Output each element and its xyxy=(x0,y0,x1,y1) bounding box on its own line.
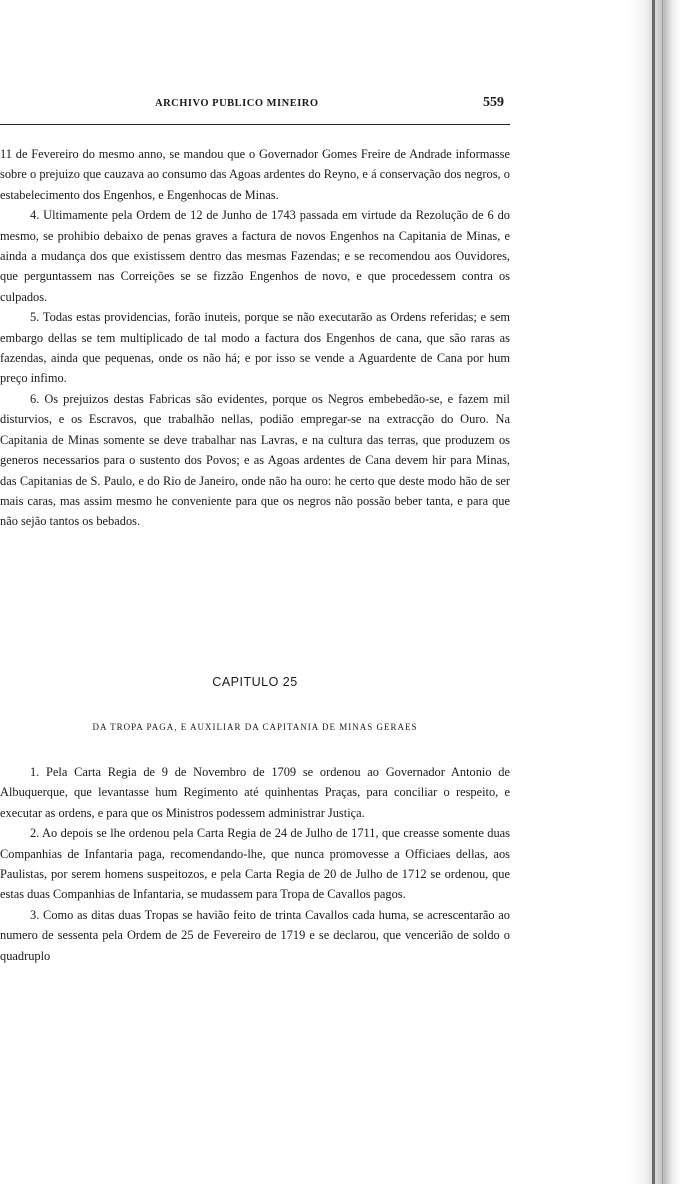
page-number: 559 xyxy=(483,95,504,110)
text-block-2 xyxy=(0,762,510,966)
paragraph: 11 de Fevereiro do mesmo anno, se mandou que o Governador Gomes Freire de Andrade informasse sobre o prejuizo que cauzava ao consumo das Agoas ardentes do Reyno, e á conservação dos negros, o estabelecimento dos Engenhos, e Engenhocas de Minas. xyxy=(0,147,510,202)
paragraph: 4. Ultimamente pela Ordem de 12 de Junho de 1743 passada em virtude da Rezolução de 6 do mesmo, se prohibio debaixo de penas graves a factura de novos Engenhos na Capitania de Minas, e ainda a mudança dos que existissem dentro das mesmas Fazendas; e se recomendou aos Ouvidores, que perguntassem nas Correições se se fizzão Engenhos de novo, e que procedessem contra os culpados. xyxy=(0,208,510,304)
chapter-subtitle: DA TROPA PAGA, E AUXILIAR DA CAPITANIA DE MINAS GERAES xyxy=(92,722,418,732)
text-block-1 xyxy=(0,144,510,532)
paragraph: 1. Pela Carta Regia de 9 de Novembro de 1709 se ordenou ao Governador Antonio de Albuquerque, que levantasse hum Regimento até quinhentas Praças, para conciliar o respeito, e executar as ordens, e para que os Ministros podessem administrar Justiça. xyxy=(0,765,510,820)
running-title: ARCHIVO PUBLICO MINEIRO xyxy=(155,98,319,109)
paragraph: 6. Os prejuizos destas Fabricas são evidentes, porque os Negros embebedão-se, e fazem mil disturvios, e os Escravos, que trabalhão nellas, podião empregar-se na extracção do Ouro. Na Capitania de Minas somente se deve trabalhar nas Lavras, e na cultura das terras, que produzem os generos necessarios para o sustento dos Povos; e as Agoas ardentes de Cana devem hir para Minas, das Capitanias de S. Paulo, e do Rio de Janeiro, onde não ha ouro: he certo que deste modo hão de ser mais caras, mas assim mesmo he conveniente para que os negros não possão beber tanta, e para que não sejão tantos os bebados. xyxy=(0,391,510,529)
chapter-title: CAPITULO 25 xyxy=(212,675,298,689)
paragraph: 2. Ao depois se lhe ordenou pela Carta Regia de 24 de Julho de 1711, que creasse somente duas Companhias de Infantaria paga, recomendando-lhe, que nunca promovesse a Officiaes dellas, aos Paulistas, por serem homens suspeitozos, e pela Carta Regia de 20 de Julho de 1712 se ordenou, que estas duas Companhias de Infantaria, se mudassem para Tropa de Cavallos pagos. xyxy=(0,826,510,902)
spine-shadow-line xyxy=(652,0,655,1184)
paragraph: 5. Todas estas providencias, forão inuteis, porque se não executarão as Ordens referidas; e sem embargo dellas se tem multiplicado de tal modo a factura dos Engenhos de cana, que são raras as fazendas, ainda que pequenas, onde os não há; e por isso se vende a Aguardente de Cana por hum preço infimo. xyxy=(0,310,510,386)
header-rule xyxy=(0,124,510,125)
paragraph: 3. Como as ditas duas Tropas se havião feito de trinta Cavallos cada huma, se acrescentarão ao numero de sessenta pela Ordem de 25 de Fevereiro de 1719 e se declarou, que vencerião de soldo o quadruplo xyxy=(0,907,510,963)
page-header xyxy=(0,95,510,118)
spine-shadow-line xyxy=(662,0,663,1184)
